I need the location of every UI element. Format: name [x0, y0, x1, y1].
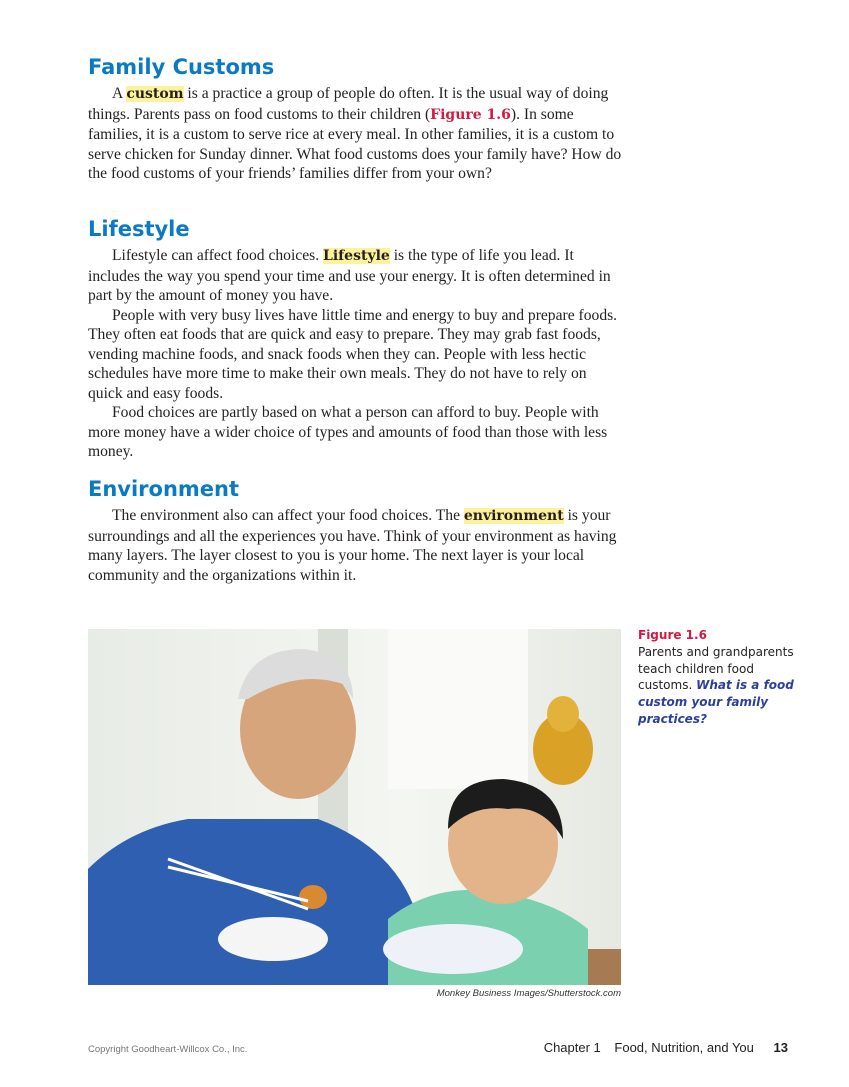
text: is your surroundings and all the experiences you have. Think of your environment as having many layers. The layer closest to you is your home. The next layer is your local community and the organizations within it. — [88, 507, 617, 584]
section-heading: Environment — [88, 477, 240, 501]
section-environment — [88, 476, 623, 585]
figure-caption — [638, 627, 808, 728]
caption-question: What is a food custom your family practices? — [638, 678, 794, 726]
paragraph — [88, 246, 623, 306]
copyright: Copyright Goodheart-Willcox Co., Inc. — [88, 1044, 248, 1055]
figure-reference-link[interactable]: Figure 1.6 — [430, 106, 511, 123]
text: The environment also can affect your food choices. The — [112, 507, 464, 524]
key-term: Lifestyle — [323, 248, 390, 264]
text: is a practice a group of people do often. It is the usual way of doing things. Parents pass on food customs to their children ( — [88, 85, 609, 123]
figure-title: Figure 1.6 — [638, 628, 707, 642]
key-term: environment — [463, 508, 564, 524]
figure-photo — [88, 629, 621, 985]
section-heading: Family Customs — [88, 55, 275, 79]
text: ). In some families, it is a custom to serve rice at every meal. In other families, it is a custom to serve chicken for Sunday dinner. What food customs does your family have? How do the food customs of your friends’ families differ from your own? — [88, 105, 622, 182]
caption-text: Parents and grandparents teach children food customs. — [638, 644, 794, 693]
text: is the type of life you lead. It includes the way you spend your time and use your energy. It is often determined in part by the amount of money you have. — [88, 247, 611, 304]
section-lifestyle — [88, 216, 623, 462]
page-footer — [544, 1040, 788, 1055]
photo-credit: Monkey Business Images/Shutterstock.com — [436, 988, 621, 999]
section-heading: Lifestyle — [88, 217, 190, 241]
paragraph — [88, 506, 623, 585]
section-family-customs — [88, 54, 623, 184]
paragraph: Food choices are partly based on what a person can afford to buy. People with more money have a wider choice of types and amounts of food than those with less money. — [88, 404, 608, 460]
chapter-title: Food, Nutrition, and You — [614, 1040, 754, 1055]
paragraph: People with very busy lives have little time and energy to buy and prepare foods. They often eat foods that are quick and easy to prepare. They may grab fast foods, vending machine foods, and snack foods when they can. People with less hectic schedules have more time to make their own meals. They do not have to rely on quick and easy foods. — [88, 306, 618, 402]
paragraph — [88, 84, 623, 184]
text: A — [112, 85, 127, 102]
key-term: custom — [126, 86, 184, 102]
page-number: 13 — [773, 1040, 788, 1055]
chapter-label: Chapter 1 — [543, 1040, 601, 1055]
text: Lifestyle can affect food choices. — [112, 247, 323, 264]
